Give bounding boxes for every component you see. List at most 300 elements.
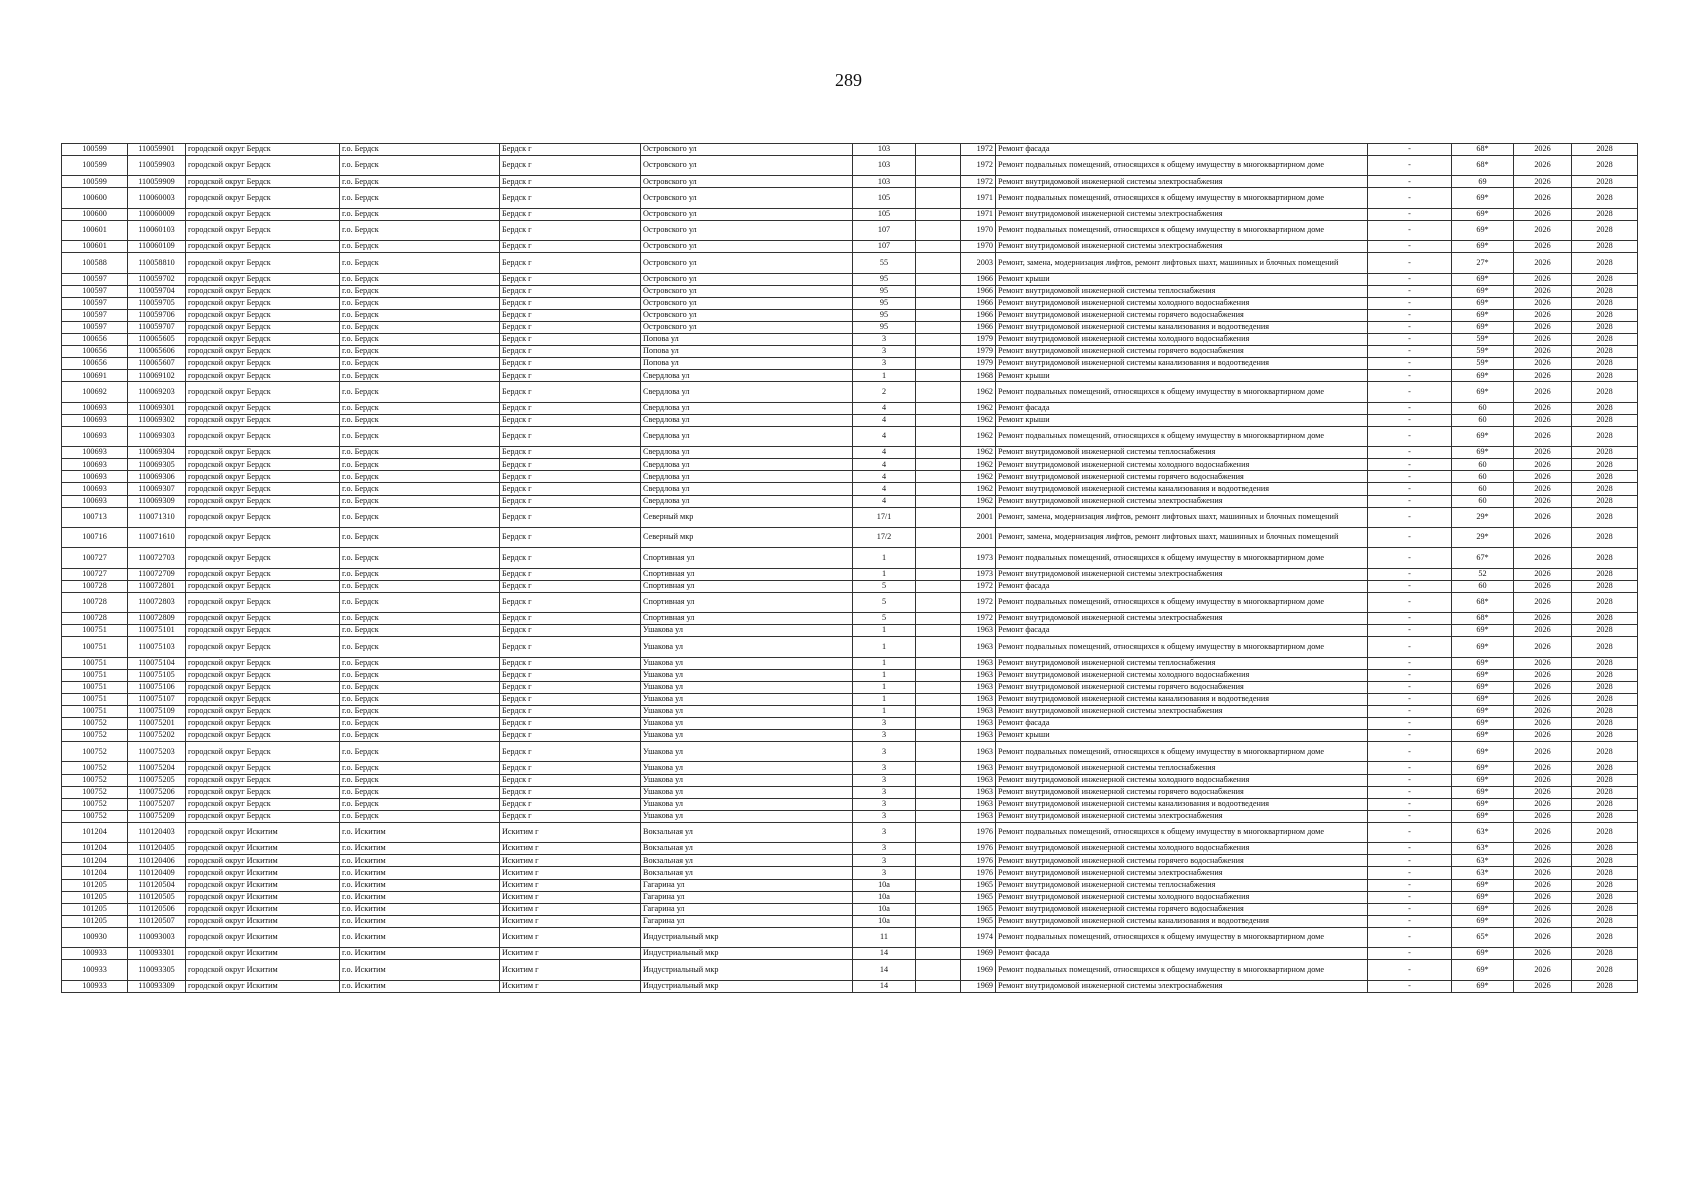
cell-dash: - <box>1368 447 1452 459</box>
cell-plan-end: 2028 <box>1572 730 1638 742</box>
cell-building <box>916 980 961 992</box>
cell-plan-start: 2026 <box>1514 705 1572 717</box>
cell-house-number: 1 <box>853 693 916 705</box>
cell-street: Спортивная ул <box>641 568 853 580</box>
table-row <box>62 370 1638 382</box>
cell-district: г.о. Бердск <box>340 798 500 810</box>
cell-wear-percent: 69* <box>1452 717 1514 729</box>
cell-plan-start: 2026 <box>1514 507 1572 527</box>
cell-work-type: Ремонт крыши <box>996 273 1368 285</box>
cell-district: г.о. Бердск <box>340 402 500 414</box>
cell-wear-percent: 69* <box>1452 879 1514 891</box>
cell-work-id: 110093003 <box>128 927 186 947</box>
cell-dash: - <box>1368 786 1452 798</box>
cell-plan-start: 2026 <box>1514 717 1572 729</box>
cell-house-id: 100599 <box>62 176 128 188</box>
cell-district: г.о. Бердск <box>340 527 500 547</box>
cell-work-type: Ремонт подвальных помещений, относящихся к общему имуществу в многоквартирном доме <box>996 822 1368 842</box>
table-row <box>62 637 1638 657</box>
cell-street: Свердлова ул <box>641 370 853 382</box>
cell-plan-end: 2028 <box>1572 321 1638 333</box>
cell-year-built: 1963 <box>961 693 996 705</box>
cell-work-id: 110075103 <box>128 637 186 657</box>
cell-street: Попова ул <box>641 358 853 370</box>
cell-plan-end: 2028 <box>1572 810 1638 822</box>
cell-locality: Искитим г <box>500 927 641 947</box>
cell-plan-end: 2028 <box>1572 948 1638 960</box>
cell-municipality: городской округ Бердск <box>186 798 340 810</box>
cell-plan-end: 2028 <box>1572 414 1638 426</box>
table-row <box>62 426 1638 446</box>
cell-street: Островского ул <box>641 220 853 240</box>
cell-house-id: 100728 <box>62 592 128 612</box>
cell-district: г.о. Искитим <box>340 927 500 947</box>
cell-plan-start: 2026 <box>1514 309 1572 321</box>
cell-building <box>916 637 961 657</box>
cell-building <box>916 681 961 693</box>
cell-street: Ушакова ул <box>641 798 853 810</box>
cell-work-id: 110075105 <box>128 669 186 681</box>
cell-plan-start: 2026 <box>1514 156 1572 176</box>
cell-work-type: Ремонт внутридомовой инженерной системы канализования и водоотведения <box>996 798 1368 810</box>
cell-street: Спортивная ул <box>641 592 853 612</box>
cell-house-id: 100693 <box>62 414 128 426</box>
cell-municipality: городской округ Бердск <box>186 382 340 402</box>
cell-plan-end: 2028 <box>1572 568 1638 580</box>
cell-dash: - <box>1368 891 1452 903</box>
cell-work-type: Ремонт внутридомовой инженерной системы канализования и водоотведения <box>996 915 1368 927</box>
cell-house-number: 1 <box>853 669 916 681</box>
cell-work-type: Ремонт крыши <box>996 414 1368 426</box>
cell-year-built: 1962 <box>961 495 996 507</box>
cell-house-number: 14 <box>853 980 916 992</box>
cell-house-number: 3 <box>853 358 916 370</box>
cell-street: Спортивная ул <box>641 613 853 625</box>
cell-work-type: Ремонт внутридомовой инженерной системы канализования и водоотведения <box>996 358 1368 370</box>
cell-district: г.о. Бердск <box>340 220 500 240</box>
cell-plan-end: 2028 <box>1572 879 1638 891</box>
cell-locality: Бердск г <box>500 730 641 742</box>
cell-house-id: 100752 <box>62 730 128 742</box>
cell-plan-start: 2026 <box>1514 843 1572 855</box>
cell-house-id: 101205 <box>62 891 128 903</box>
cell-house-number: 1 <box>853 568 916 580</box>
cell-wear-percent: 69* <box>1452 220 1514 240</box>
cell-house-id: 100597 <box>62 285 128 297</box>
cell-building <box>916 810 961 822</box>
cell-house-id: 100693 <box>62 426 128 446</box>
cell-municipality: городской округ Бердск <box>186 483 340 495</box>
cell-municipality: городской округ Бердск <box>186 447 340 459</box>
cell-plan-end: 2028 <box>1572 927 1638 947</box>
cell-municipality: городской округ Искитим <box>186 843 340 855</box>
cell-work-id: 110058810 <box>128 253 186 273</box>
cell-house-number: 55 <box>853 253 916 273</box>
cell-work-type: Ремонт внутридомовой инженерной системы теплоснабжения <box>996 879 1368 891</box>
cell-plan-start: 2026 <box>1514 253 1572 273</box>
cell-locality: Бердск г <box>500 657 641 669</box>
cell-locality: Бердск г <box>500 495 641 507</box>
cell-district: г.о. Бердск <box>340 681 500 693</box>
cell-building <box>916 507 961 527</box>
cell-plan-end: 2028 <box>1572 273 1638 285</box>
table-row <box>62 960 1638 980</box>
cell-district: г.о. Бердск <box>340 483 500 495</box>
cell-house-number: 14 <box>853 960 916 980</box>
cell-house-id: 100728 <box>62 580 128 592</box>
cell-plan-start: 2026 <box>1514 980 1572 992</box>
cell-plan-end: 2028 <box>1572 693 1638 705</box>
cell-house-id: 100599 <box>62 156 128 176</box>
cell-building <box>916 822 961 842</box>
cell-work-id: 110060009 <box>128 208 186 220</box>
cell-year-built: 1972 <box>961 592 996 612</box>
cell-locality: Бердск г <box>500 693 641 705</box>
cell-work-id: 110065606 <box>128 346 186 358</box>
cell-building <box>916 948 961 960</box>
cell-district: г.о. Бердск <box>340 786 500 798</box>
cell-year-built: 1965 <box>961 903 996 915</box>
cell-wear-percent: 63* <box>1452 822 1514 842</box>
cell-plan-start: 2026 <box>1514 637 1572 657</box>
cell-district: г.о. Искитим <box>340 903 500 915</box>
cell-building <box>916 915 961 927</box>
cell-street: Северный мкр <box>641 527 853 547</box>
cell-work-type: Ремонт внутридомовой инженерной системы канализования и водоотведения <box>996 321 1368 333</box>
cell-house-number: 17/2 <box>853 527 916 547</box>
cell-wear-percent: 69* <box>1452 705 1514 717</box>
cell-plan-end: 2028 <box>1572 580 1638 592</box>
cell-municipality: городской округ Бердск <box>186 669 340 681</box>
cell-house-id: 100691 <box>62 370 128 382</box>
cell-locality: Искитим г <box>500 855 641 867</box>
cell-district: г.о. Бердск <box>340 810 500 822</box>
cell-work-type: Ремонт фасада <box>996 625 1368 637</box>
cell-building <box>916 241 961 253</box>
cell-district: г.о. Бердск <box>340 730 500 742</box>
cell-locality: Бердск г <box>500 156 641 176</box>
cell-house-number: 95 <box>853 309 916 321</box>
cell-municipality: городской округ Бердск <box>186 285 340 297</box>
cell-dash: - <box>1368 402 1452 414</box>
cell-municipality: городской округ Бердск <box>186 693 340 705</box>
cell-dash: - <box>1368 693 1452 705</box>
cell-street: Ушакова ул <box>641 774 853 786</box>
cell-municipality: городской округ Бердск <box>186 762 340 774</box>
cell-wear-percent: 63* <box>1452 843 1514 855</box>
cell-building <box>916 580 961 592</box>
cell-municipality: городской округ Бердск <box>186 742 340 762</box>
cell-plan-end: 2028 <box>1572 220 1638 240</box>
cell-district: г.о. Бердск <box>340 762 500 774</box>
cell-district: г.о. Искитим <box>340 960 500 980</box>
cell-year-built: 1972 <box>961 156 996 176</box>
cell-year-built: 1976 <box>961 867 996 879</box>
cell-work-id: 110120505 <box>128 891 186 903</box>
cell-work-id: 110120506 <box>128 903 186 915</box>
cell-locality: Бердск г <box>500 447 641 459</box>
cell-plan-start: 2026 <box>1514 669 1572 681</box>
cell-locality: Бердск г <box>500 309 641 321</box>
cell-building <box>916 285 961 297</box>
cell-dash: - <box>1368 879 1452 891</box>
cell-district: г.о. Бердск <box>340 774 500 786</box>
cell-house-id: 100597 <box>62 297 128 309</box>
cell-street: Островского ул <box>641 144 853 156</box>
cell-house-id: 100693 <box>62 447 128 459</box>
cell-work-type: Ремонт подвальных помещений, относящихся к общему имуществу в многоквартирном доме <box>996 960 1368 980</box>
cell-municipality: городской округ Бердск <box>186 144 340 156</box>
cell-street: Гагарина ул <box>641 915 853 927</box>
cell-street: Островского ул <box>641 188 853 208</box>
cell-district: г.о. Искитим <box>340 843 500 855</box>
cell-plan-start: 2026 <box>1514 762 1572 774</box>
table-row <box>62 774 1638 786</box>
table-row <box>62 855 1638 867</box>
cell-district: г.о. Бердск <box>340 382 500 402</box>
cell-dash: - <box>1368 798 1452 810</box>
cell-district: г.о. Бердск <box>340 370 500 382</box>
cell-work-id: 110075204 <box>128 762 186 774</box>
cell-municipality: городской округ Искитим <box>186 822 340 842</box>
cell-year-built: 1962 <box>961 471 996 483</box>
cell-district: г.о. Бердск <box>340 613 500 625</box>
cell-dash: - <box>1368 414 1452 426</box>
cell-district: г.о. Искитим <box>340 867 500 879</box>
cell-work-id: 110065605 <box>128 334 186 346</box>
table-row <box>62 742 1638 762</box>
cell-locality: Бердск г <box>500 483 641 495</box>
cell-work-type: Ремонт внутридомовой инженерной системы холодного водоснабжения <box>996 891 1368 903</box>
cell-house-id: 100600 <box>62 208 128 220</box>
cell-work-id: 110060103 <box>128 220 186 240</box>
cell-house-id: 100752 <box>62 774 128 786</box>
cell-municipality: городской округ Бердск <box>186 156 340 176</box>
cell-dash: - <box>1368 592 1452 612</box>
table-row <box>62 208 1638 220</box>
table-row <box>62 730 1638 742</box>
cell-year-built: 1966 <box>961 297 996 309</box>
cell-dash: - <box>1368 822 1452 842</box>
table-row <box>62 915 1638 927</box>
cell-locality: Бердск г <box>500 717 641 729</box>
cell-locality: Бердск г <box>500 241 641 253</box>
cell-work-type: Ремонт подвальных помещений, относящихся к общему имуществу в многоквартирном доме <box>996 156 1368 176</box>
cell-wear-percent: 69* <box>1452 730 1514 742</box>
cell-wear-percent: 69* <box>1452 762 1514 774</box>
cell-house-number: 3 <box>853 810 916 822</box>
cell-wear-percent: 65* <box>1452 927 1514 947</box>
cell-district: г.о. Бердск <box>340 285 500 297</box>
cell-building <box>916 471 961 483</box>
cell-house-number: 3 <box>853 762 916 774</box>
cell-plan-end: 2028 <box>1572 285 1638 297</box>
cell-house-id: 100656 <box>62 346 128 358</box>
cell-plan-start: 2026 <box>1514 855 1572 867</box>
cell-work-type: Ремонт внутридомовой инженерной системы холодного водоснабжения <box>996 459 1368 471</box>
cell-year-built: 2001 <box>961 527 996 547</box>
cell-building <box>916 334 961 346</box>
table-row <box>62 843 1638 855</box>
cell-locality: Бердск г <box>500 188 641 208</box>
cell-dash: - <box>1368 471 1452 483</box>
cell-municipality: городской округ Бердск <box>186 176 340 188</box>
cell-house-number: 1 <box>853 625 916 637</box>
cell-building <box>916 414 961 426</box>
cell-district: г.о. Бердск <box>340 447 500 459</box>
table-row <box>62 762 1638 774</box>
cell-house-number: 5 <box>853 613 916 625</box>
cell-work-type: Ремонт внутридомовой инженерной системы электроснабжения <box>996 176 1368 188</box>
cell-work-type: Ремонт, замена, модернизация лифтов, ремонт лифтовых шахт, машинных и блочных помещений <box>996 527 1368 547</box>
cell-house-number: 4 <box>853 495 916 507</box>
cell-year-built: 1962 <box>961 447 996 459</box>
cell-house-number: 4 <box>853 402 916 414</box>
cell-building <box>916 483 961 495</box>
cell-year-built: 1963 <box>961 681 996 693</box>
cell-work-type: Ремонт фасада <box>996 580 1368 592</box>
cell-plan-end: 2028 <box>1572 188 1638 208</box>
cell-district: г.о. Бердск <box>340 346 500 358</box>
cell-building <box>916 879 961 891</box>
cell-work-id: 110065607 <box>128 358 186 370</box>
cell-work-id: 110093305 <box>128 960 186 980</box>
cell-house-id: 100751 <box>62 657 128 669</box>
table-row <box>62 273 1638 285</box>
cell-work-id: 110120507 <box>128 915 186 927</box>
cell-plan-start: 2026 <box>1514 592 1572 612</box>
cell-plan-end: 2028 <box>1572 980 1638 992</box>
cell-building <box>916 426 961 446</box>
cell-dash: - <box>1368 855 1452 867</box>
cell-street: Индустриальный мкр <box>641 948 853 960</box>
cell-district: г.о. Бердск <box>340 580 500 592</box>
cell-dash: - <box>1368 459 1452 471</box>
cell-building <box>916 867 961 879</box>
cell-municipality: городской округ Бердск <box>186 786 340 798</box>
cell-municipality: городской округ Бердск <box>186 548 340 568</box>
cell-dash: - <box>1368 188 1452 208</box>
cell-wear-percent: 60 <box>1452 459 1514 471</box>
cell-dash: - <box>1368 742 1452 762</box>
cell-municipality: городской округ Бердск <box>186 730 340 742</box>
cell-locality: Бердск г <box>500 370 641 382</box>
cell-building <box>916 144 961 156</box>
cell-street: Свердлова ул <box>641 447 853 459</box>
cell-plan-start: 2026 <box>1514 188 1572 208</box>
cell-street: Гагарина ул <box>641 891 853 903</box>
cell-plan-end: 2028 <box>1572 657 1638 669</box>
cell-wear-percent: 52 <box>1452 568 1514 580</box>
cell-work-id: 110059706 <box>128 309 186 321</box>
cell-work-type: Ремонт внутридомовой инженерной системы электроснабжения <box>996 613 1368 625</box>
cell-work-id: 110059901 <box>128 144 186 156</box>
cell-house-number: 3 <box>853 855 916 867</box>
cell-plan-end: 2028 <box>1572 495 1638 507</box>
cell-municipality: городской округ Бердск <box>186 657 340 669</box>
cell-building <box>916 188 961 208</box>
cell-house-number: 3 <box>853 346 916 358</box>
cell-year-built: 1971 <box>961 208 996 220</box>
cell-locality: Бердск г <box>500 358 641 370</box>
cell-municipality: городской округ Искитим <box>186 891 340 903</box>
cell-dash: - <box>1368 657 1452 669</box>
cell-locality: Бердск г <box>500 786 641 798</box>
capital-repair-register-table <box>61 143 1638 993</box>
cell-dash: - <box>1368 580 1452 592</box>
cell-building <box>916 382 961 402</box>
cell-work-id: 110120403 <box>128 822 186 842</box>
cell-dash: - <box>1368 903 1452 915</box>
cell-plan-start: 2026 <box>1514 657 1572 669</box>
cell-plan-end: 2028 <box>1572 346 1638 358</box>
table-row <box>62 948 1638 960</box>
cell-house-number: 1 <box>853 681 916 693</box>
cell-work-id: 110059903 <box>128 156 186 176</box>
cell-locality: Бердск г <box>500 742 641 762</box>
cell-wear-percent: 60 <box>1452 471 1514 483</box>
cell-plan-end: 2028 <box>1572 382 1638 402</box>
cell-plan-end: 2028 <box>1572 309 1638 321</box>
cell-work-type: Ремонт подвальных помещений, относящихся к общему имуществу в многоквартирном доме <box>996 188 1368 208</box>
cell-work-type: Ремонт подвальных помещений, относящихся к общему имуществу в многоквартирном доме <box>996 426 1368 446</box>
cell-year-built: 1963 <box>961 798 996 810</box>
cell-work-id: 110075203 <box>128 742 186 762</box>
cell-dash: - <box>1368 507 1452 527</box>
cell-year-built: 1970 <box>961 220 996 240</box>
cell-street: Ушакова ул <box>641 786 853 798</box>
cell-locality: Бердск г <box>500 321 641 333</box>
cell-wear-percent: 69* <box>1452 382 1514 402</box>
table-row <box>62 867 1638 879</box>
cell-wear-percent: 69* <box>1452 426 1514 446</box>
cell-work-id: 110072803 <box>128 592 186 612</box>
cell-work-type: Ремонт внутридомовой инженерной системы холодного водоснабжения <box>996 297 1368 309</box>
cell-municipality: городской округ Искитим <box>186 960 340 980</box>
cell-plan-start: 2026 <box>1514 220 1572 240</box>
table-row <box>62 879 1638 891</box>
cell-building <box>916 903 961 915</box>
cell-locality: Искитим г <box>500 891 641 903</box>
cell-street: Вокзальная ул <box>641 855 853 867</box>
cell-district: г.о. Бердск <box>340 459 500 471</box>
cell-house-number: 10а <box>853 879 916 891</box>
cell-locality: Бердск г <box>500 273 641 285</box>
cell-building <box>916 297 961 309</box>
table-row <box>62 471 1638 483</box>
cell-street: Индустриальный мкр <box>641 960 853 980</box>
cell-municipality: городской округ Бердск <box>186 321 340 333</box>
cell-plan-end: 2028 <box>1572 459 1638 471</box>
cell-work-type: Ремонт внутридомовой инженерной системы электроснабжения <box>996 705 1368 717</box>
cell-building <box>916 927 961 947</box>
cell-year-built: 1963 <box>961 717 996 729</box>
cell-house-id: 100656 <box>62 334 128 346</box>
cell-locality: Бердск г <box>500 580 641 592</box>
cell-work-type: Ремонт внутридомовой инженерной системы электроснабжения <box>996 980 1368 992</box>
cell-dash: - <box>1368 669 1452 681</box>
cell-street: Вокзальная ул <box>641 822 853 842</box>
cell-street: Свердлова ул <box>641 402 853 414</box>
cell-dash: - <box>1368 717 1452 729</box>
cell-year-built: 1962 <box>961 426 996 446</box>
cell-house-id: 100933 <box>62 948 128 960</box>
cell-work-type: Ремонт фасада <box>996 144 1368 156</box>
cell-building <box>916 960 961 980</box>
cell-street: Гагарина ул <box>641 879 853 891</box>
cell-municipality: городской округ Бердск <box>186 220 340 240</box>
cell-plan-end: 2028 <box>1572 507 1638 527</box>
